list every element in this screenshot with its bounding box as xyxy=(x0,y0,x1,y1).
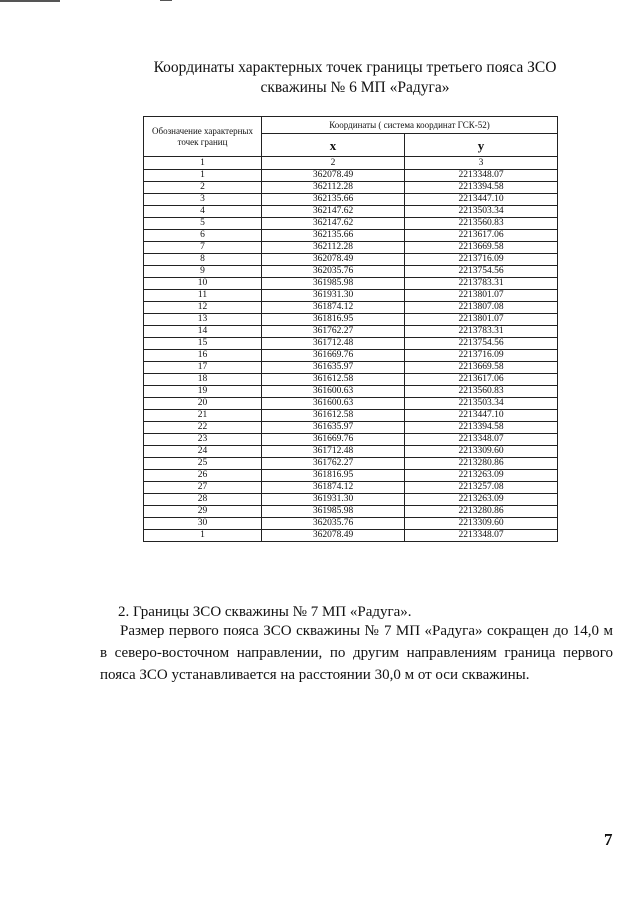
table-row xyxy=(144,302,558,314)
coordinates-table xyxy=(143,116,558,542)
point-number-cell: 29 xyxy=(144,506,262,518)
y-coordinate-cell: 2213280.86 xyxy=(405,506,558,518)
x-coordinate-cell: 361874.12 xyxy=(262,302,405,314)
y-coordinate-cell: 2213348.07 xyxy=(405,530,558,542)
x-coordinate-cell: 361669.76 xyxy=(262,350,405,362)
y-coordinate-cell: 2213257.08 xyxy=(405,482,558,494)
x-coordinate-cell: 362035.76 xyxy=(262,266,405,278)
column-number: 2 xyxy=(262,157,405,170)
y-coordinate-cell: 2213447.10 xyxy=(405,410,558,422)
x-coordinate-cell: 361712.48 xyxy=(262,446,405,458)
table-row xyxy=(144,350,558,362)
point-number-cell: 20 xyxy=(144,398,262,410)
x-coordinate-cell: 362112.28 xyxy=(262,242,405,254)
point-number-cell: 15 xyxy=(144,338,262,350)
point-number-cell: 26 xyxy=(144,470,262,482)
x-coordinate-cell: 362147.62 xyxy=(262,206,405,218)
point-number-cell: 19 xyxy=(144,386,262,398)
table-row xyxy=(144,290,558,302)
y-coordinate-cell: 2213560.83 xyxy=(405,386,558,398)
x-coordinate-cell: 362078.49 xyxy=(262,254,405,266)
x-coordinate-cell: 361635.97 xyxy=(262,362,405,374)
table-row xyxy=(144,506,558,518)
x-coordinate-cell: 362112.28 xyxy=(262,182,405,194)
x-coordinate-cell: 361669.76 xyxy=(262,434,405,446)
y-coordinate-cell: 2213503.34 xyxy=(405,206,558,218)
header-x: x xyxy=(262,134,405,157)
y-coordinate-cell: 2213716.09 xyxy=(405,350,558,362)
table-row xyxy=(144,398,558,410)
table-row xyxy=(144,482,558,494)
table-row xyxy=(144,434,558,446)
header-y: y xyxy=(405,134,558,157)
point-number-cell: 18 xyxy=(144,374,262,386)
x-coordinate-cell: 362135.66 xyxy=(262,194,405,206)
y-coordinate-cell: 2213309.60 xyxy=(405,446,558,458)
x-coordinate-cell: 361816.95 xyxy=(262,470,405,482)
x-coordinate-cell: 362147.62 xyxy=(262,218,405,230)
x-coordinate-cell: 361600.63 xyxy=(262,398,405,410)
point-number-cell: 4 xyxy=(144,206,262,218)
point-number-cell: 13 xyxy=(144,314,262,326)
x-coordinate-cell: 362078.49 xyxy=(262,530,405,542)
x-coordinate-cell: 361874.12 xyxy=(262,482,405,494)
y-coordinate-cell: 2213560.83 xyxy=(405,218,558,230)
table-row xyxy=(144,374,558,386)
table-row xyxy=(144,386,558,398)
header-points: Обозначение характерных точек границ xyxy=(144,117,262,157)
table-row xyxy=(144,530,558,542)
y-coordinate-cell: 2213617.06 xyxy=(405,230,558,242)
page-title xyxy=(100,58,610,98)
point-number-cell: 2 xyxy=(144,182,262,194)
point-number-cell: 3 xyxy=(144,194,262,206)
x-coordinate-cell: 361931.30 xyxy=(262,290,405,302)
point-number-cell: 6 xyxy=(144,230,262,242)
section-paragraph xyxy=(100,620,613,686)
x-coordinate-cell: 361635.97 xyxy=(262,422,405,434)
y-coordinate-cell: 2213348.07 xyxy=(405,170,558,182)
paragraph-text: Размер первого пояса ЗСО скважины № 7 МП «Радуга» сокращен до 14,0 м в северо-восточном направлении, по другим направлениям граница первого пояса ЗСО устанавливается на расстоянии 30,0 м от оси скважины. xyxy=(100,623,613,683)
title-line-2: скважины № 6 МП «Радуга» xyxy=(260,79,450,96)
y-coordinate-cell: 2213309.60 xyxy=(405,518,558,530)
point-number-cell: 22 xyxy=(144,422,262,434)
scan-edge-mark xyxy=(0,0,60,2)
point-number-cell: 16 xyxy=(144,350,262,362)
table-row xyxy=(144,254,558,266)
x-coordinate-cell: 361816.95 xyxy=(262,314,405,326)
y-coordinate-cell: 2213801.07 xyxy=(405,314,558,326)
coordinates-table-body xyxy=(144,170,558,542)
table-row xyxy=(144,458,558,470)
y-coordinate-cell: 2213801.07 xyxy=(405,290,558,302)
column-number: 1 xyxy=(144,157,262,170)
point-number-cell: 5 xyxy=(144,218,262,230)
y-coordinate-cell: 2213669.58 xyxy=(405,362,558,374)
x-coordinate-cell: 361612.58 xyxy=(262,374,405,386)
point-number-cell: 7 xyxy=(144,242,262,254)
table-row xyxy=(144,218,558,230)
x-coordinate-cell: 361612.58 xyxy=(262,410,405,422)
x-coordinate-cell: 361762.27 xyxy=(262,326,405,338)
x-coordinate-cell: 362135.66 xyxy=(262,230,405,242)
table-row xyxy=(144,206,558,218)
y-coordinate-cell: 2213394.58 xyxy=(405,182,558,194)
x-coordinate-cell: 362035.76 xyxy=(262,518,405,530)
x-coordinate-cell: 361600.63 xyxy=(262,386,405,398)
point-number-cell: 28 xyxy=(144,494,262,506)
point-number-cell: 1 xyxy=(144,170,262,182)
table-row xyxy=(144,242,558,254)
point-number-cell: 17 xyxy=(144,362,262,374)
y-coordinate-cell: 2213280.86 xyxy=(405,458,558,470)
y-coordinate-cell: 2213783.31 xyxy=(405,278,558,290)
point-number-cell: 30 xyxy=(144,518,262,530)
y-coordinate-cell: 2213263.09 xyxy=(405,494,558,506)
table-row xyxy=(144,362,558,374)
table-row xyxy=(144,170,558,182)
x-coordinate-cell: 361762.27 xyxy=(262,458,405,470)
column-number: 3 xyxy=(405,157,558,170)
table-row xyxy=(144,446,558,458)
point-number-cell: 24 xyxy=(144,446,262,458)
x-coordinate-cell: 362078.49 xyxy=(262,170,405,182)
point-number-cell: 23 xyxy=(144,434,262,446)
x-coordinate-cell: 361712.48 xyxy=(262,338,405,350)
y-coordinate-cell: 2213716.09 xyxy=(405,254,558,266)
y-coordinate-cell: 2213807.08 xyxy=(405,302,558,314)
y-coordinate-cell: 2213754.56 xyxy=(405,266,558,278)
table-row xyxy=(144,182,558,194)
title-line-1: Координаты характерных точек границы третьего пояса ЗСО xyxy=(153,59,557,76)
table-row xyxy=(144,230,558,242)
table-row xyxy=(144,470,558,482)
table-row xyxy=(144,494,558,506)
point-number-cell: 14 xyxy=(144,326,262,338)
table-row xyxy=(144,338,558,350)
table-row xyxy=(144,422,558,434)
table-row xyxy=(144,326,558,338)
point-number-cell: 12 xyxy=(144,302,262,314)
section-heading: 2. Границы ЗСО скважины № 7 МП «Радуга». xyxy=(118,604,412,620)
y-coordinate-cell: 2213617.06 xyxy=(405,374,558,386)
table-row xyxy=(144,314,558,326)
y-coordinate-cell: 2213348.07 xyxy=(405,434,558,446)
page-number: 7 xyxy=(604,830,613,849)
table-row xyxy=(144,194,558,206)
point-number-cell: 11 xyxy=(144,290,262,302)
table-row xyxy=(144,266,558,278)
table-row xyxy=(144,278,558,290)
y-coordinate-cell: 2213394.58 xyxy=(405,422,558,434)
y-coordinate-cell: 2213754.56 xyxy=(405,338,558,350)
point-number-cell: 10 xyxy=(144,278,262,290)
point-number-cell: 27 xyxy=(144,482,262,494)
point-number-cell: 8 xyxy=(144,254,262,266)
y-coordinate-cell: 2213669.58 xyxy=(405,242,558,254)
point-number-cell: 1 xyxy=(144,530,262,542)
table-row xyxy=(144,410,558,422)
x-coordinate-cell: 361931.30 xyxy=(262,494,405,506)
x-coordinate-cell: 361985.98 xyxy=(262,506,405,518)
scan-edge-mark xyxy=(160,0,172,1)
y-coordinate-cell: 2213447.10 xyxy=(405,194,558,206)
header-coordinate-system: Координаты ( система координат ГСК-52) xyxy=(262,117,558,134)
y-coordinate-cell: 2213783.31 xyxy=(405,326,558,338)
table-row xyxy=(144,518,558,530)
x-coordinate-cell: 361985.98 xyxy=(262,278,405,290)
y-coordinate-cell: 2213263.09 xyxy=(405,470,558,482)
y-coordinate-cell: 2213503.34 xyxy=(405,398,558,410)
point-number-cell: 9 xyxy=(144,266,262,278)
point-number-cell: 25 xyxy=(144,458,262,470)
point-number-cell: 21 xyxy=(144,410,262,422)
